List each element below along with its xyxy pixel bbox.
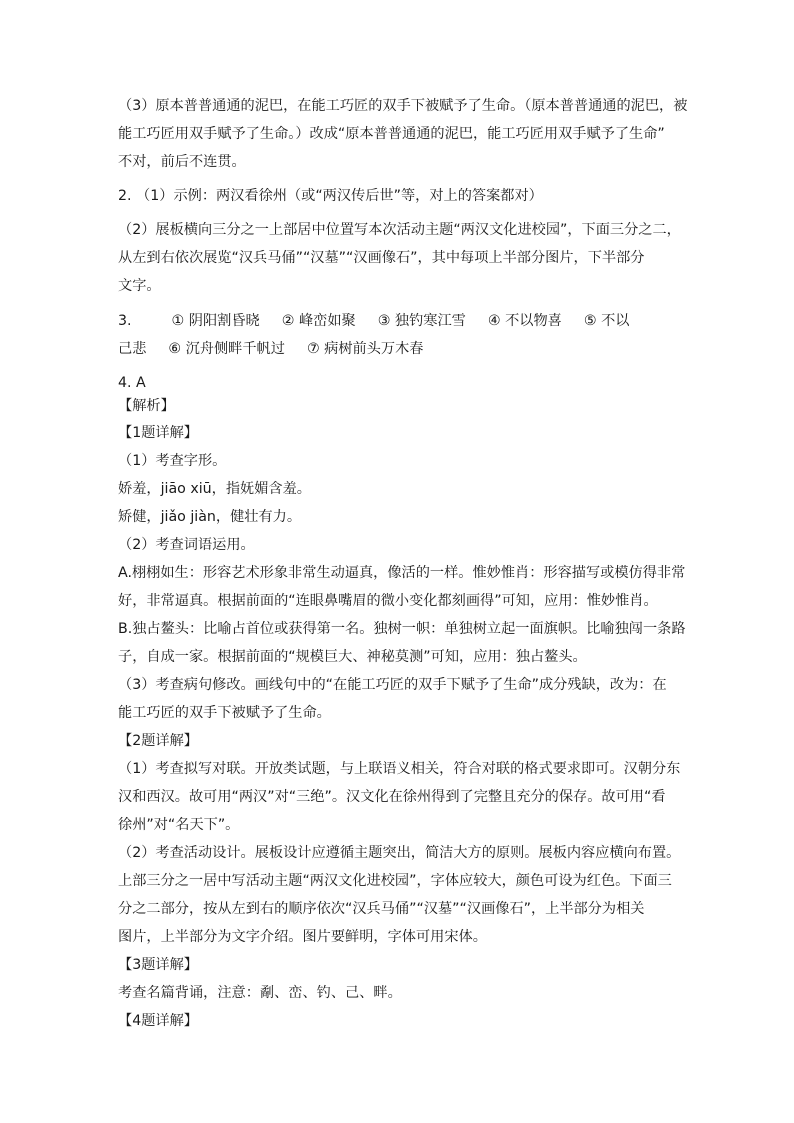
q3-item: ④ 不以物喜: [487, 313, 562, 329]
text-line: 考查名篇背诵，注意：劀、峦、钓、己、畔。: [118, 985, 402, 1001]
text-line: 分之二部分，按从左到右的顺序依次“汉兵马俑”“汉墓”“汉画像石”，上半部分为相关: [118, 901, 645, 917]
text-line: 不对，前后不连贯。: [118, 154, 246, 170]
text-line: 矫健，jiǎo jiàn，健壮有力。: [118, 509, 302, 525]
text-line: 上部三分之一居中写活动主题“两汉文化进校园”，字体应较大，颜色可设为红色。下面三: [118, 873, 672, 889]
q3-line: [118, 311, 629, 331]
q3-item: ② 峰峦如聚: [281, 313, 356, 329]
text-line: 子，自成一家。根据前面的“规模巨大、神秘莫测”可知，应用：独占鳌头。: [118, 649, 587, 665]
text-line: 好，非常逼真。根据前面的“连眼鼻嘴眉的微小变化都刻画得”可知，应用：惟妙惟肖。: [118, 593, 658, 609]
section-heading: 【3题详解】: [118, 957, 198, 973]
text-line: （1）考查拟写对联。开放类试题，与上联语义相关，符合对联的格式要求即可。汉朝分东: [118, 761, 681, 777]
text-line: 徐州”对“名天下”。: [118, 817, 240, 833]
text-line: B.独占鳌头：比喻占首位或获得第一名。独树一帜：单独树立起一面旗帜。比喻独闯一条路: [118, 621, 686, 637]
text-line: 4. A: [118, 375, 146, 391]
q3-number: 3.: [118, 313, 132, 329]
text-line: （2）考查活动设计。展板设计应遵循主题突出，简洁大方的原则。展板内容应横向布置。: [118, 845, 681, 861]
text-line: A.栩栩如生：形容艺术形象非常生动逼真，像活的一样。惟妙惟肖：形容描写或模仿得非常: [118, 565, 686, 581]
q3-item: ③ 独钓寒江雪: [377, 313, 466, 329]
text-line: （1）考查字形。: [118, 453, 227, 469]
q3-item: ⑦ 病树前头万木春: [306, 341, 424, 357]
text-line: 文字。: [118, 278, 161, 294]
q3-item: ⑥ 沉舟侧畔千帆过: [168, 341, 285, 357]
text-line: 图片，上半部分为文字介绍。图片要鲜明，字体可用宋体。: [118, 929, 487, 945]
text-line: 汉和西汉。故可用“两汉”对“三绝”。汉文化在徐州得到了完整且充分的保存。故可用“看: [118, 789, 666, 805]
text-line: 能工巧匠的双手下被赋予了生命。: [118, 705, 331, 721]
section-heading: 【解析】: [118, 398, 175, 414]
text-line: （2）考查词语运用。: [118, 537, 255, 553]
text-line: 能工巧匠用双手赋予了生命。）改成“原本普普通通的泥巴，能工巧匠用双手赋予了生命”: [118, 126, 665, 142]
section-heading: 【2题详解】: [118, 733, 198, 749]
q3-item: ⑤ 不以: [583, 313, 630, 329]
text-line: 娇羞，jiāo xiū，指妩媚含羞。: [118, 481, 311, 497]
q3-cont: 己悲: [118, 341, 147, 357]
text-line: 2. （1）示例：两汉看徐州（或“两汉传后世”等，对上的答案都对）: [118, 188, 543, 204]
q3-line-cont: [118, 339, 423, 359]
q3-item: ① 阴阳割昏晓: [171, 313, 260, 329]
text-line: 从左到右依次展览“汉兵马俑”“汉墓”“汉画像石”，其中每项上半部分图片，下半部分: [118, 250, 645, 266]
text-line: （2）展板横向三分之一上部居中位置写本次活动主题“两汉文化进校园”，下面三分之二，: [118, 222, 681, 238]
text-line: （3）考查病句修改。画线句中的“在能工巧匠的双手下赋予了生命”成分残缺，改为：在: [118, 677, 667, 693]
section-heading: 【1题详解】: [118, 425, 198, 441]
section-heading: 【4题详解】: [118, 1013, 198, 1029]
text-line: （3）原本普普通通的泥巴，在能工巧匠的双手下被赋予了生命。（原本普普通通的泥巴，被: [118, 98, 688, 114]
